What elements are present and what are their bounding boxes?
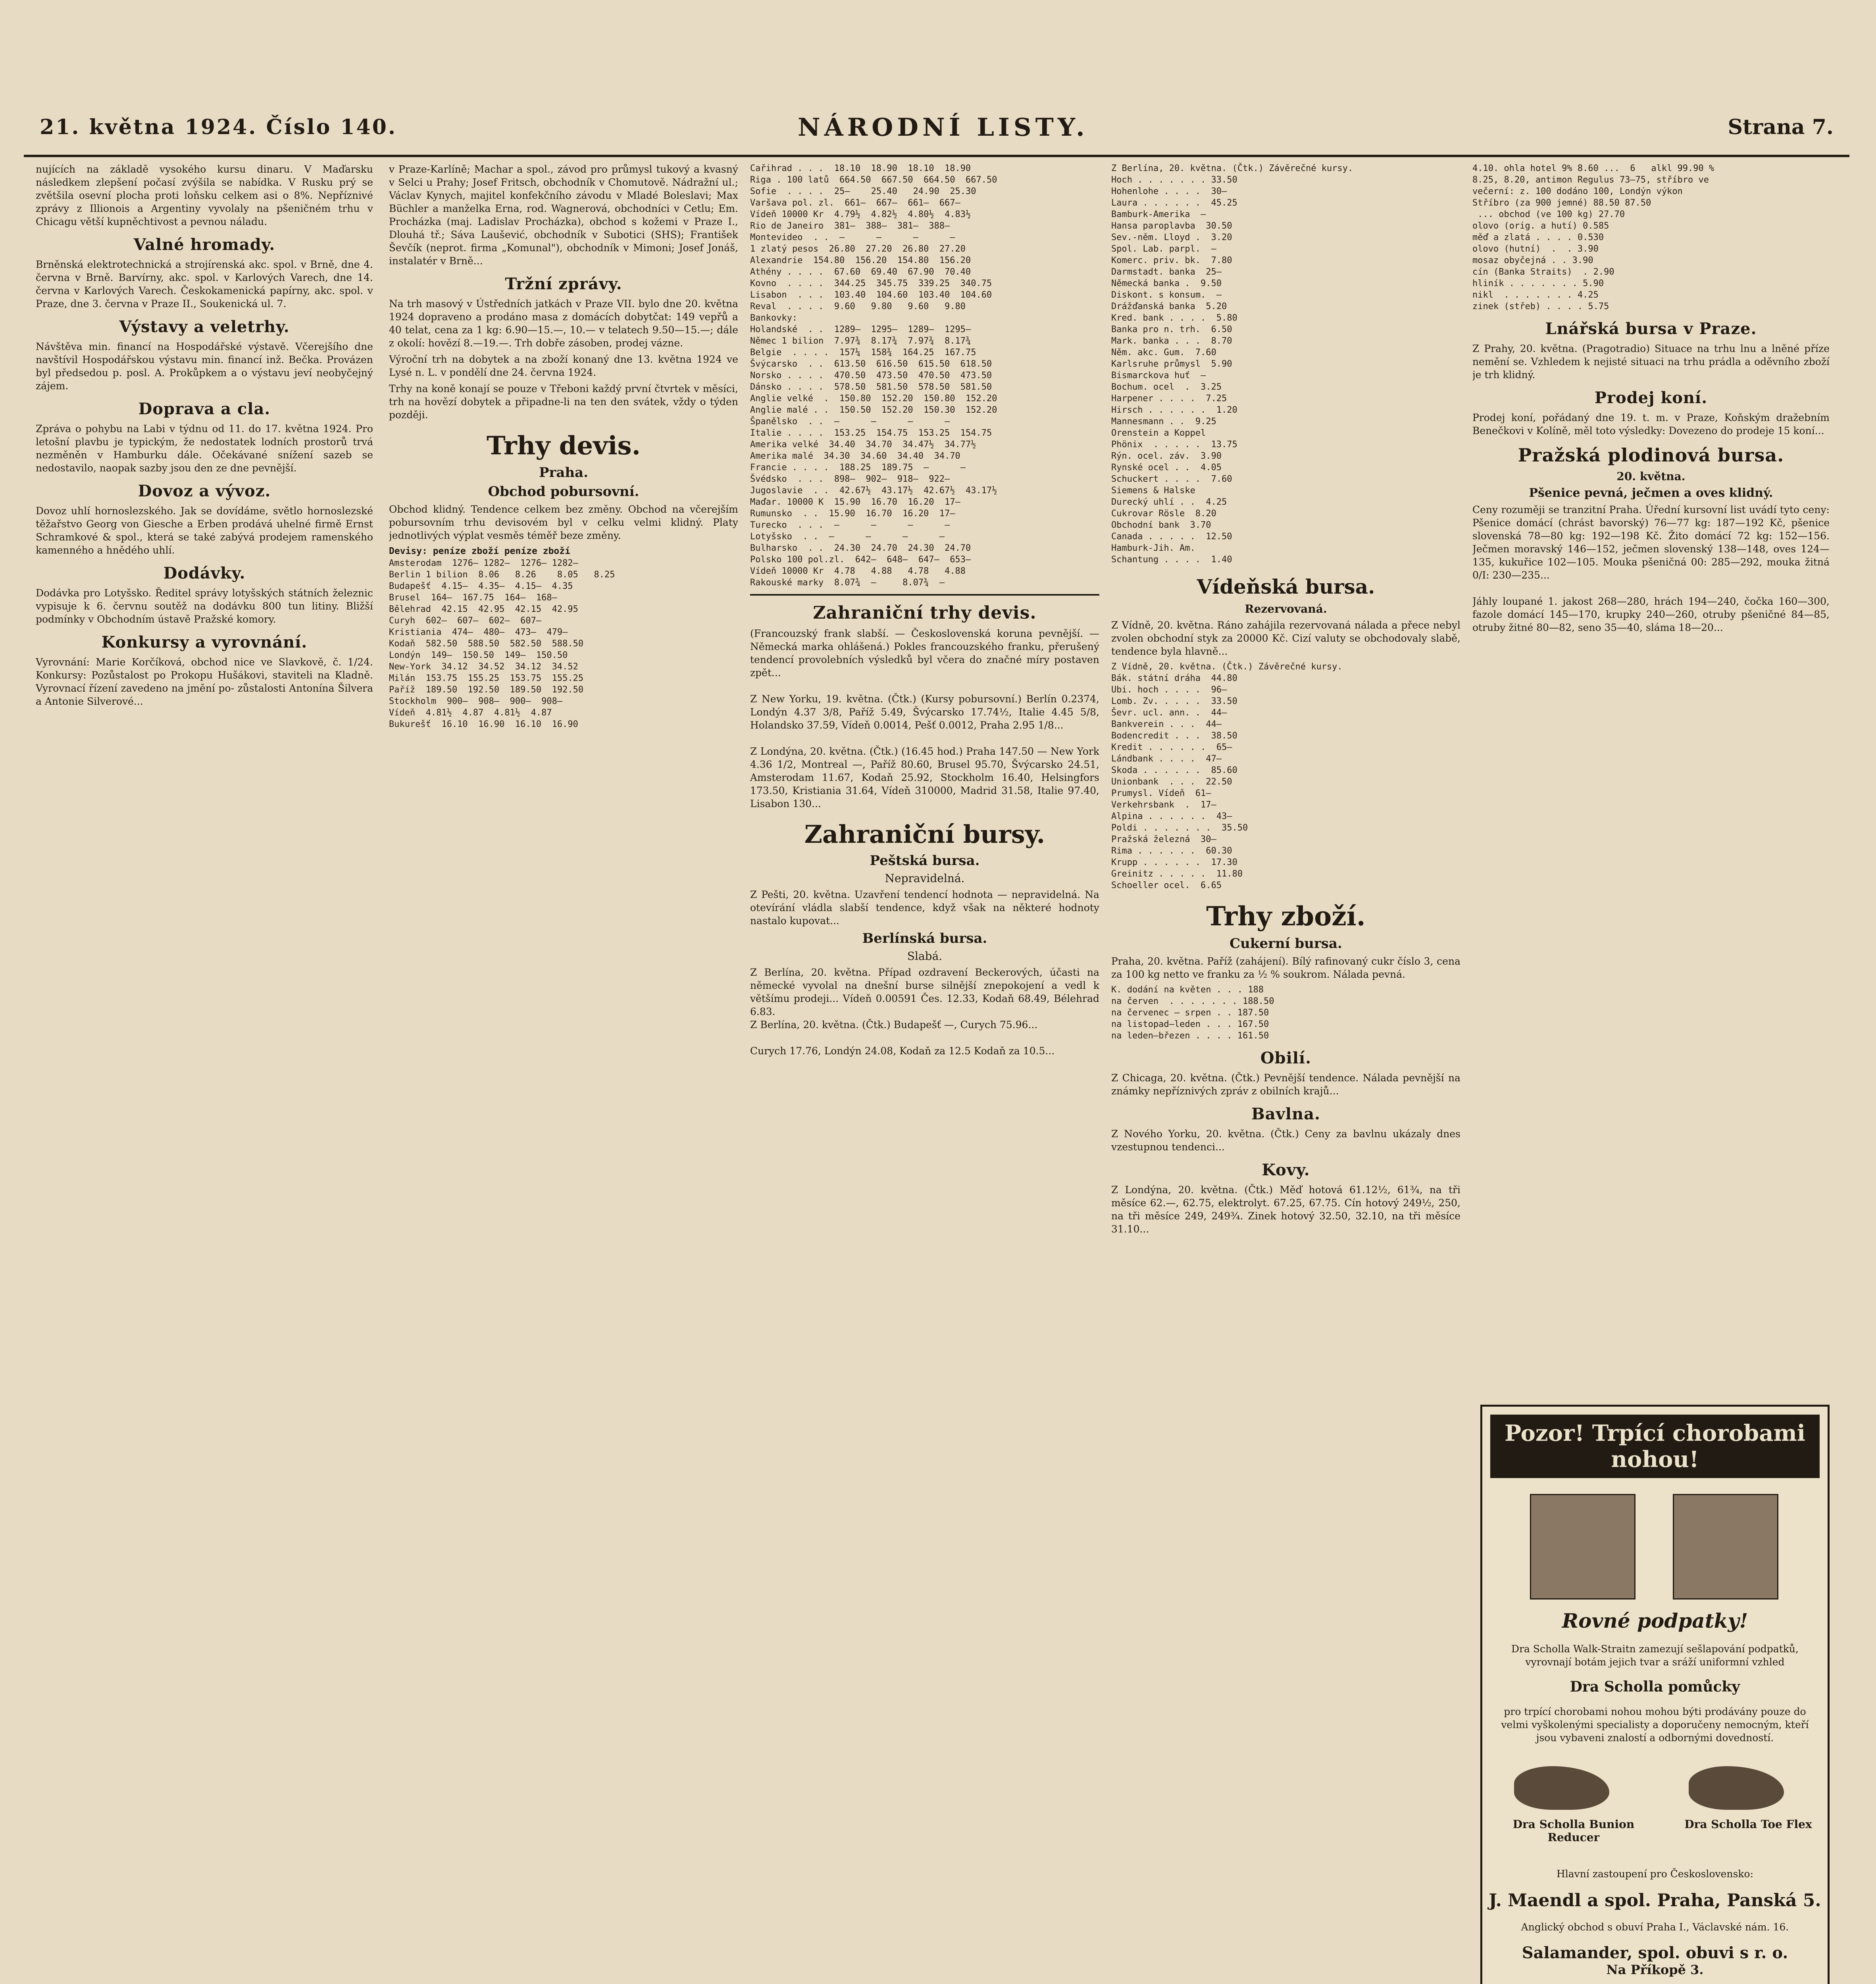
doprava-text: Zpráva o pohybu na Labi v týdnu od 11. do 17. května 1924. Pro letošní plavbu je typickým, že nedostatek lodních prostorů trvá nezměněn v Hamburku dále. Očekávané snížení sazeb se nedostavilo, naopak sazby jsou den ze dne pevnější.	[36, 423, 373, 474]
column-3	[750, 163, 1099, 1984]
firm-list-text: v Praze-Karlíně; Machar a spol., závod pro průmysl tukový a kvasný v Selci u Prahy; Josef Fritsch, obchodník v Chomutově. Nádražní ul.; Václav Kynych, majitel konfekčního závodu v Mladé Boleslavi; Max Büchler a manželka Erna, rod. Wagnerová, obchodníci v Cetlu; Em. Procházka (maj. Ladislav Procházka), obchod s kožemi v Praze I., Dlouhá tř.; Sáva Laušević, obchodník v Subotici (SHS); František Ševčík (neprot. firma „Komunal"), obchodník v Mimoni; Josef Jonáš, instalatér v Brně...	[389, 163, 738, 267]
subheading-cukerni: Cukerní bursa.	[1230, 936, 1342, 952]
cukr-lines: K. dodání na květen . . . 188 na červen . . . . . . . 188.50 na červenec — srpen . . 187.50 na listopad—leden . . . 167.50 na leden—březen . . . . 161.50	[1111, 985, 1274, 1041]
foot-image	[1530, 1494, 1635, 1600]
column-1	[36, 163, 373, 1984]
heading-dodavky: Dodávky.	[163, 564, 246, 583]
newspaper-page	[24, 16, 1849, 1984]
subheading-pestska: Peštská bursa.	[870, 853, 980, 869]
metals-lines: 4.10. ohla hotel 9% 8.60 ... 6 alkl 99.90 % 8.25, 8.20, antimon Regulus 73—75, stříbro ve večerní: z. 100 dodáno 100, Londýn výkon Stříbro (za 900 jemné) 88.50 87.50 ... obchod (ve 100 kg) 27.70 olovo (orig. a hutí) 0.585 měď a zlatá . . . . 0.530 olovo (hutní) . . 3.90 mosaz obyčejná . . 3.90 cín (Banka Straits) . 2.90 hliník . . . . . . . 5.90 nikl . . . . . . . 4.25 zinek (střeb) . . . . 5.75	[1472, 163, 1714, 311]
bavlna-text: Z Nového Yorku, 20. května. (Čtk.) Ceny za bavlnu ukázaly dnes vzestupnou tendenci...	[1111, 1128, 1460, 1153]
heading-dovoz: Dovoz a vývoz.	[138, 482, 271, 500]
column-2	[389, 163, 738, 1984]
heading-bavlna: Bavlna.	[1251, 1105, 1321, 1123]
ad-scholl-toe: Dra Scholla Toe Flex	[1684, 1818, 1812, 1831]
ad-scholl-body: pro trpící chorobami nohou mohou býti prodávány pouze do velmi vyškolenými specialisty a doporučeny nemocným, kteří jsou vybaveni znalostí a odbornými dovedností.	[1501, 1706, 1809, 1744]
konkursy-text: Vyrovnání: Marie Korčíková, obchod nice ve Slavkově, č. 1/24. Konkursy: Pozůstalost po Prokopu Hušákovi, staviteli na Kladně. Vyrovnací řízení zavedeno na jmění po- zůstalosti Antonína Šilvera a Antonie Silverové...	[36, 656, 373, 707]
viden-text: Z Vídně, 20. května. Ráno zahájila rezervovaná nálada a přece nebyl zvolen obchodní styk za 20000 Kč. Cizí valuty se obchodovaly slabě, tendence byla hlavně...	[1111, 619, 1460, 657]
subheading-obchod: Obchod pobursovní.	[488, 484, 639, 500]
intro-paragraph: nujících na základě vysokého kursu dinaru. V Maďarsku následkem zlepšení počasí zvýšila se nabídka. V Rusku prý se zvětšila osevní plocha proti loňsku celkem asi o 8%. Nepříznivé zprávy z Illionois a Argentiny vyvolaly na pšeničném trhu v Chicagu větší kupněchtivost a pevnou náladu.	[36, 163, 373, 227]
heading-kovy: Kovy.	[1262, 1161, 1310, 1179]
newspaper-title: NÁRODNÍ LISTY.	[798, 113, 1089, 142]
heading-doprava: Doprava a cla.	[138, 400, 271, 418]
subheading-praha: Praha.	[539, 465, 589, 481]
plodinova-text: Ceny rozuměji se tranzitní Praha. Úřední kursovní list uvádí tyto ceny: Pšenice domácí (chrást bavorský) 76—77 kg: 187—192 Kč, pšenice slovenská 78—80 kg: 192—198 Kč. Žito domácí 72 kg: 152—156. Ječmen moravský 146—152, ječmen slovenský 138—148, oves 124—135, kukuřice 102—105. Mouka pšeničná 00: 285—292, mouka žitná 0/I: 230—235... Jáhly loupané 1. jakost 268—280, hrách 194—240, čočka 160—300, fazole domácí 145—170, krupky 240—260, otruby pšeničné 84—85, otruby žitné 80—82, seno 35—40, sláma 18—20...	[1472, 504, 1830, 633]
koni-text: Prodej koní, pořádaný dne 19. t. m. v Praze, Koňským dražebním Benečkovi v Kolíně, měl toto výsledky: Dovezeno do prodeje 15 koní...	[1472, 412, 1830, 436]
column-4	[1111, 163, 1460, 1984]
subheading-date: 20. května.	[1616, 470, 1686, 483]
devis-table-header: Devisy: peníze zboží peníze zboží	[389, 546, 570, 556]
heading-obili: Obilí.	[1260, 1049, 1312, 1067]
shoe-icon	[1514, 1766, 1609, 1810]
ad-scholl-firm-sub: Anglický obchod s obuví Praha I., Václavské nám. 16.	[1521, 1921, 1789, 1933]
trhy-kone-text: Trhy na koně konají se pouze v Třeboni každý první čtvrtek v měsíci, trh na hovězí dobytek a připadne-li na ten den svátek, vždy o týden později.	[389, 383, 738, 421]
heading-trzni-zpravy: Tržní zprávy.	[505, 275, 622, 293]
subheading-slaba: Slabá.	[907, 950, 943, 963]
ad-scholl-illustration	[1482, 1486, 1828, 1605]
divider	[750, 594, 1099, 596]
dodavky-text: Dodávka pro Lotyšsko. Ředitel správy lotyšských státních železnic vypisuje k 6. červnu soutěž na dodávku 800 tun litiny. Bližší podmínky v Obchodním ústavě Pražské komory.	[36, 587, 373, 625]
devis-continued-lines: Cařihrad . . . 18.10 18.90 18.10 18.90 Riga . 100 latů 664.50 667.50 664.50 667.50 Sofie . . . . 25— 25.40 24.90 25.30 Varšava pol. zl. 661— 667— 661— 667— Vídeň 10000 Kr 4.79½ 4.82½ 4.80½ 4.83½ Rio de Janeiro 381— 388— 381— 388— Montevideo . . — — — — 1 zlatý pesos 26.80 27.20 26.80 27.20 Alexandrie 154.80 156.20 154.80 156.20 Athény . . . . 67.60 69.40 67.90 70.40 Kovno . . . . 344.25 345.75 339.25 340.75 Lisabon . . . 103.40 104.60 103.40 104.60 Reval . . . . 9.60 9.80 9.60 9.80 Bankovky: Holandské . . 1289— 1295— 1289— 1295— Němec 1 bilion 7.97¾ 8.17¾ 7.97¾ 8.17¾ Belgie . . . . 157¼ 158¾ 164.25 167.75 Švýcarsko . . 613.50 616.50 615.50 618.50 Norsko . . . . 470.50 473.50 470.50 473.50 Dánsko . . . . 578.50 581.50 578.50 581.50 Anglie velké . 150.80 152.20 150.80 152.20 Anglie malé . . 150.50 152.20 150.30 152.20 Španělsko . . — — — — Italie . . . . 153.25 154.75 153.25 154.75 Amerika velké 34.40 34.70 34.47½ 34.77½ Amerika malé 34.30 34.60 34.40 34.70 Francie . . . . 188.25 189.75 — — Švédsko . . . 898— 902— 918— 922— Jugoslavie . . 42.67½ 43.17½ 42.67½ 43.17½ Maďar. 10000 K 15.90 16.70 16.20 17— Rumunsko . . 15.90 16.70 16.20 17— Turecko . . . — — — — Lotyšsko . . — — — — Bulharsko . . 24.30 24.70 24.30 24.70 Polsko 100 pol.zl. 642— 648— 647— 653— Vídeň 10000 Kr 4.78 4.88 4.78 4.88 Rakouské marky 8.07¾ — 8.07¾ —	[750, 163, 997, 588]
obchod-text: Obchod klidný. Tendence celkem bez změny. Obchod na včerejším pobursovním trhu devisovém byl v celku velmi klidný. Platy jednotlivých výplat vesměs téměř beze změny.	[389, 504, 738, 541]
ad-scholl-subtitle: Rovné podpatky!	[1562, 1609, 1748, 1632]
vystavy-text: Návštěva min. financí na Hospodářské výstavě. Včerejšího dne navštívil Hospodářskou výstavu min. financí inž. Bečka. Provázen byl předsedou p. posl. A. Prokůpkem a o výstavu jeví neobyčejný zájem.	[36, 341, 373, 392]
viden-lines: Z Vídně, 20. května. (Čtk.) Závěrečné kursy. Bák. státní dráha 44.80 Ubi. hoch . . . . 96— Lomb. Zv. . . . . 33.50 Ševr. ucl. ann. . 44— Bankverein . . . 44— Bodencredit . . . 38.50 Kredit . . . . . . 65— Lándbank . . . . 47— Skoda . . . . . . 85.60 Unionbank . . . 22.50 Prumysl. Vídeň 61— Verkehrsbank . 17— Alpina . . . . . . 43— Poldi . . . . . . . 35.50 Pražská železná 30— Rima . . . . . . 60.30 Krupp . . . . . . 17.30 Greinitz . . . . . 11.80 Schoeller ocel. 6.65	[1111, 662, 1343, 890]
heading-prodej-koni: Prodej koní.	[1594, 388, 1708, 407]
heading-videnska-bursa: Vídeňská bursa.	[1197, 575, 1375, 598]
heading-konkursy: Konkursy a vyrovnání.	[101, 633, 308, 652]
zahranicni-trhy-text: (Francouzský frank slabší. — Československá koruna pevnější. — Německá marka ohlášená.) Pokles francouzského franku, přerušený tendencí provolebních výsledků byl včera do značné míry postaven zpět... Z New Yorku, 19. května. (Čtk.) (Kursy pobursovní.) Berlín 0.2374, Londýn 4.37 3/8, Paříž 5.49, Švýcarsko 17.74½, Italie 4.45 5/8, Holandsko 37.59, Vídeň 0.0014, Pešť 0.0012, Praha 2.95 1/8... Z Londýna, 20. května. (Čtk.) (16.45 hod.) Praha 147.50 — New York 4.36 1/2, Montreal —, Paříž 80.60, Brusel 95.70, Švýcarsko 24.51, Amsterodam 11.67, Kodaň 25.92, Stockholm 16.40, Helsingfors 173.50, Kristiania 31.64, Vídeň 310000, Madrid 31.58, Italie 97.40, Lisabon 130...	[750, 628, 1099, 809]
trzni-text: Na trh masový v Ústředních jatkách v Praze VII. bylo dne 20. května 1924 dopraveno a prodáno masa z domácích dobytčat: 149 vepřů a 40 telat, cena za 1 kg: 6.90—15.—, 10.— v telatech 9.50—15.—; dále z okolí: hovězí 8.—19.—. Trh dobře zásoben, prodej vázne.	[389, 298, 738, 349]
ad-scholl-firm2-sub: Na Příkopě 3.	[1606, 1962, 1704, 1977]
dovoz-text: Dovoz uhlí hornoslezského. Jak se dovídáme, světlo hornoslezské těžařstvo Georg von Giesche a Erben prodává uhelné firmě Ernst Schramkové & spol., která se také zabývá prodejem ramenského kamenného a hnědého uhlí.	[36, 505, 373, 556]
berlin-exchange-lines: Z Berlína, 20. května. (Čtk.) Závěrečné kursy. Hoch . . . . . . . 33.50 Hohenlohe . . . . 30— Laura . . . . . . 45.25 Bamburk-Amerika — Hansa paroplavba 30.50 Sev.-něm. Lloyd . 3.20 Spol. Lab. parpl. — Komerc. priv. bk. 7.80 Darmstadt. banka 25— Německá banka . 9.50 Diskont. s konsum. — Drážďanská banka 5.20 Kred. bank . . . . 5.80 Banka pro n. trh. 6.50 Mark. banka . . . 8.70 Něm. akc. Gum. 7.60 Karlsruhe průmysl 5.90 Bismarckova huť — Bochum. ocel . 3.25 Harpener . . . . 7.25 Hirsch . . . . . . 1.20 Mannesmann . . 9.25 Orenstein a Koppel Phönix . . . . . 13.75 Rýn. ocel. záv. 3.90 Rynské ocel . . 4.05 Schuckert . . . . 7.60 Siemens & Halske Durecký uhlí . . 4.25 Cukrovar Rösle 8.20 Obchodní bank 3.70 Canada . . . . . 12.50 Hamburk-Jih. Am. Schantung . . . . 1.40	[1111, 163, 1353, 565]
subheading-nepravidelna: Nepravidelná.	[885, 872, 965, 885]
cukr-text: Praha, 20. května. Paříž (zahájení). Bílý rafinovaný cukr číslo 3, cena za 100 kg netto ve franku za ½ % soukrom. Nálada pevná.	[1111, 955, 1460, 980]
page-number: Strana 7.	[1728, 115, 1834, 139]
column-5	[1472, 163, 1830, 1353]
valne-hromady-text: Brněnská elektrotechnická a strojírenská akc. spol. v Brně, dne 4. června v Brně. Barvírny, akc. spol. v Karlových Varech, dne 14. června v Karlových Varech. Českokamenická papírny, akc. spol. v Praze, dne 3. června v Praze II., Soukenická ul. 7.	[36, 259, 373, 310]
heading-plodinova: Pražská plodinová bursa.	[1518, 444, 1784, 466]
vyrocni-trh-text: Výroční trh na dobytek a na zboží konaný dne 13. května 1924 ve Lysé n. L. v pondělí dne 24. června 1924.	[389, 354, 738, 378]
heading-zahranicni-trhy: Zahraniční trhy devis.	[813, 603, 1037, 623]
heading-trhy-devis: Trhy devis.	[487, 431, 641, 461]
issue-date: 21. května 1924. Číslo 140.	[40, 115, 397, 139]
devis-table-rows: Amsterodam 1276— 1282— 1276— 1282— Berlin 1 bilion 8.06 8.26 8.05 8.25 Budapešť 4.15— 4.35— 4.15— 4.35 Brusel 164— 167.75 164— 168— Bělehrad 42.15 42.95 42.15 42.95 Curyh 602— 607— 602— 607— Kristiania 474— 480— 473— 479— Kodaň 582.50 588.50 582.50 588.50 Londýn 149— 150.50 149— 150.50 New-York 34.12 34.52 34.12 34.52 Milán 153.75 155.25 153.75 155.25 Paříž 189.50 192.50 189.50 192.50 Stockholm 900— 908— 900— 908— Vídeň 4.81½ 4.87 4.81½ 4.87 Bukurešť 16.10 16.90 16.10 16.90	[389, 558, 615, 729]
ad-scholl-pomucky: Dra Scholla pomůcky	[1570, 1678, 1740, 1695]
lnarska-text: Z Prahy, 20. května. (Pragotradio) Situace na trhu lnu a lněné příze nemění se. Vzhledem k nejisté situaci na trhu prádla a oděvního zboží je trh klidný.	[1472, 343, 1830, 381]
ad-scholl-firm: J. Maendl a spol. Praha, Panská 5.	[1489, 1890, 1821, 1911]
ad-scholl-text: Dra Scholla Walk-Straitn zamezují sešlapování podpatků, vyrovnají botám jejich tvar a sráží uniformní vzhled	[1511, 1643, 1799, 1668]
heading-vystavy: Výstavy a veletrhy.	[119, 317, 290, 336]
ad-scholl-firm2: Salamander, spol. obuvi s r. o.	[1522, 1944, 1788, 1962]
berlin-text: Z Berlína, 20. května. Případ ozdravení Beckerových, účasti na německé vyvolal na dnešní burse silnější znepokojení a vedl k většímu prodeji... Vídeň 0.00591 Čes. 12.33, Kodaň 68.49, Bélehrad 6.83. Z Berlína, 20. května. (Čtk.) Budapešť —, Curych 75.96... Curych 17.76, Londýn 24.08, Kodaň za 12.5 Kodaň za 10.5...	[750, 967, 1099, 1057]
kovy-text: Z Londýna, 20. května. (Čtk.) Měď hotová 61.12½, 61¾, na tři měsíce 62.—, 62.75, elektrolyt. 67.25, 67.75. Cín hotový 249½, 250, na tři měsíce 249, 249¾. Zinek hotový 32.50, 32.10, na tři měsíce 31.10...	[1111, 1184, 1460, 1235]
shoe-icon	[1689, 1766, 1784, 1810]
pest-text: Z Pešti, 20. května. Uzavření tendencí hodnota — nepravidelná. Na otevírání vládla slabší tendence, když však na některé hodnoty nastalo kupovat...	[750, 889, 1099, 927]
ad-scholl	[1480, 1405, 1830, 1984]
ad-scholl-rep: Hlavní zastoupení pro Československo:	[1556, 1868, 1754, 1880]
heading-zahranicni-bursy: Zahraniční bursy.	[804, 820, 1045, 849]
subheading-rezervovana: Rezervovaná.	[1245, 602, 1327, 615]
ad-scholl-bunion: Dra Scholla Bunion Reducer	[1512, 1818, 1635, 1844]
ad-scholl-products	[1482, 1754, 1828, 1857]
heading-lnarska: Lnářská bursa v Praze.	[1545, 319, 1757, 338]
foot-image	[1673, 1494, 1778, 1600]
obili-text: Z Chicaga, 20. května. (Čtk.) Pevnější tendence. Nálada pevnější na známky nepříznivých zpráv z obilních krajů...	[1111, 1072, 1460, 1097]
heading-trhy-zbozi: Trhy zboží.	[1206, 901, 1366, 932]
heading-valne-hromady: Valné hromady.	[133, 235, 275, 254]
masthead	[24, 107, 1849, 157]
subheading-berlinska: Berlínská bursa.	[862, 930, 987, 946]
plodinova-headline: Pšenice pevná, ječmen a oves klidný.	[1529, 486, 1773, 500]
ad-scholl-title: Pozor! Trpící chorobami nohou!	[1490, 1415, 1820, 1478]
